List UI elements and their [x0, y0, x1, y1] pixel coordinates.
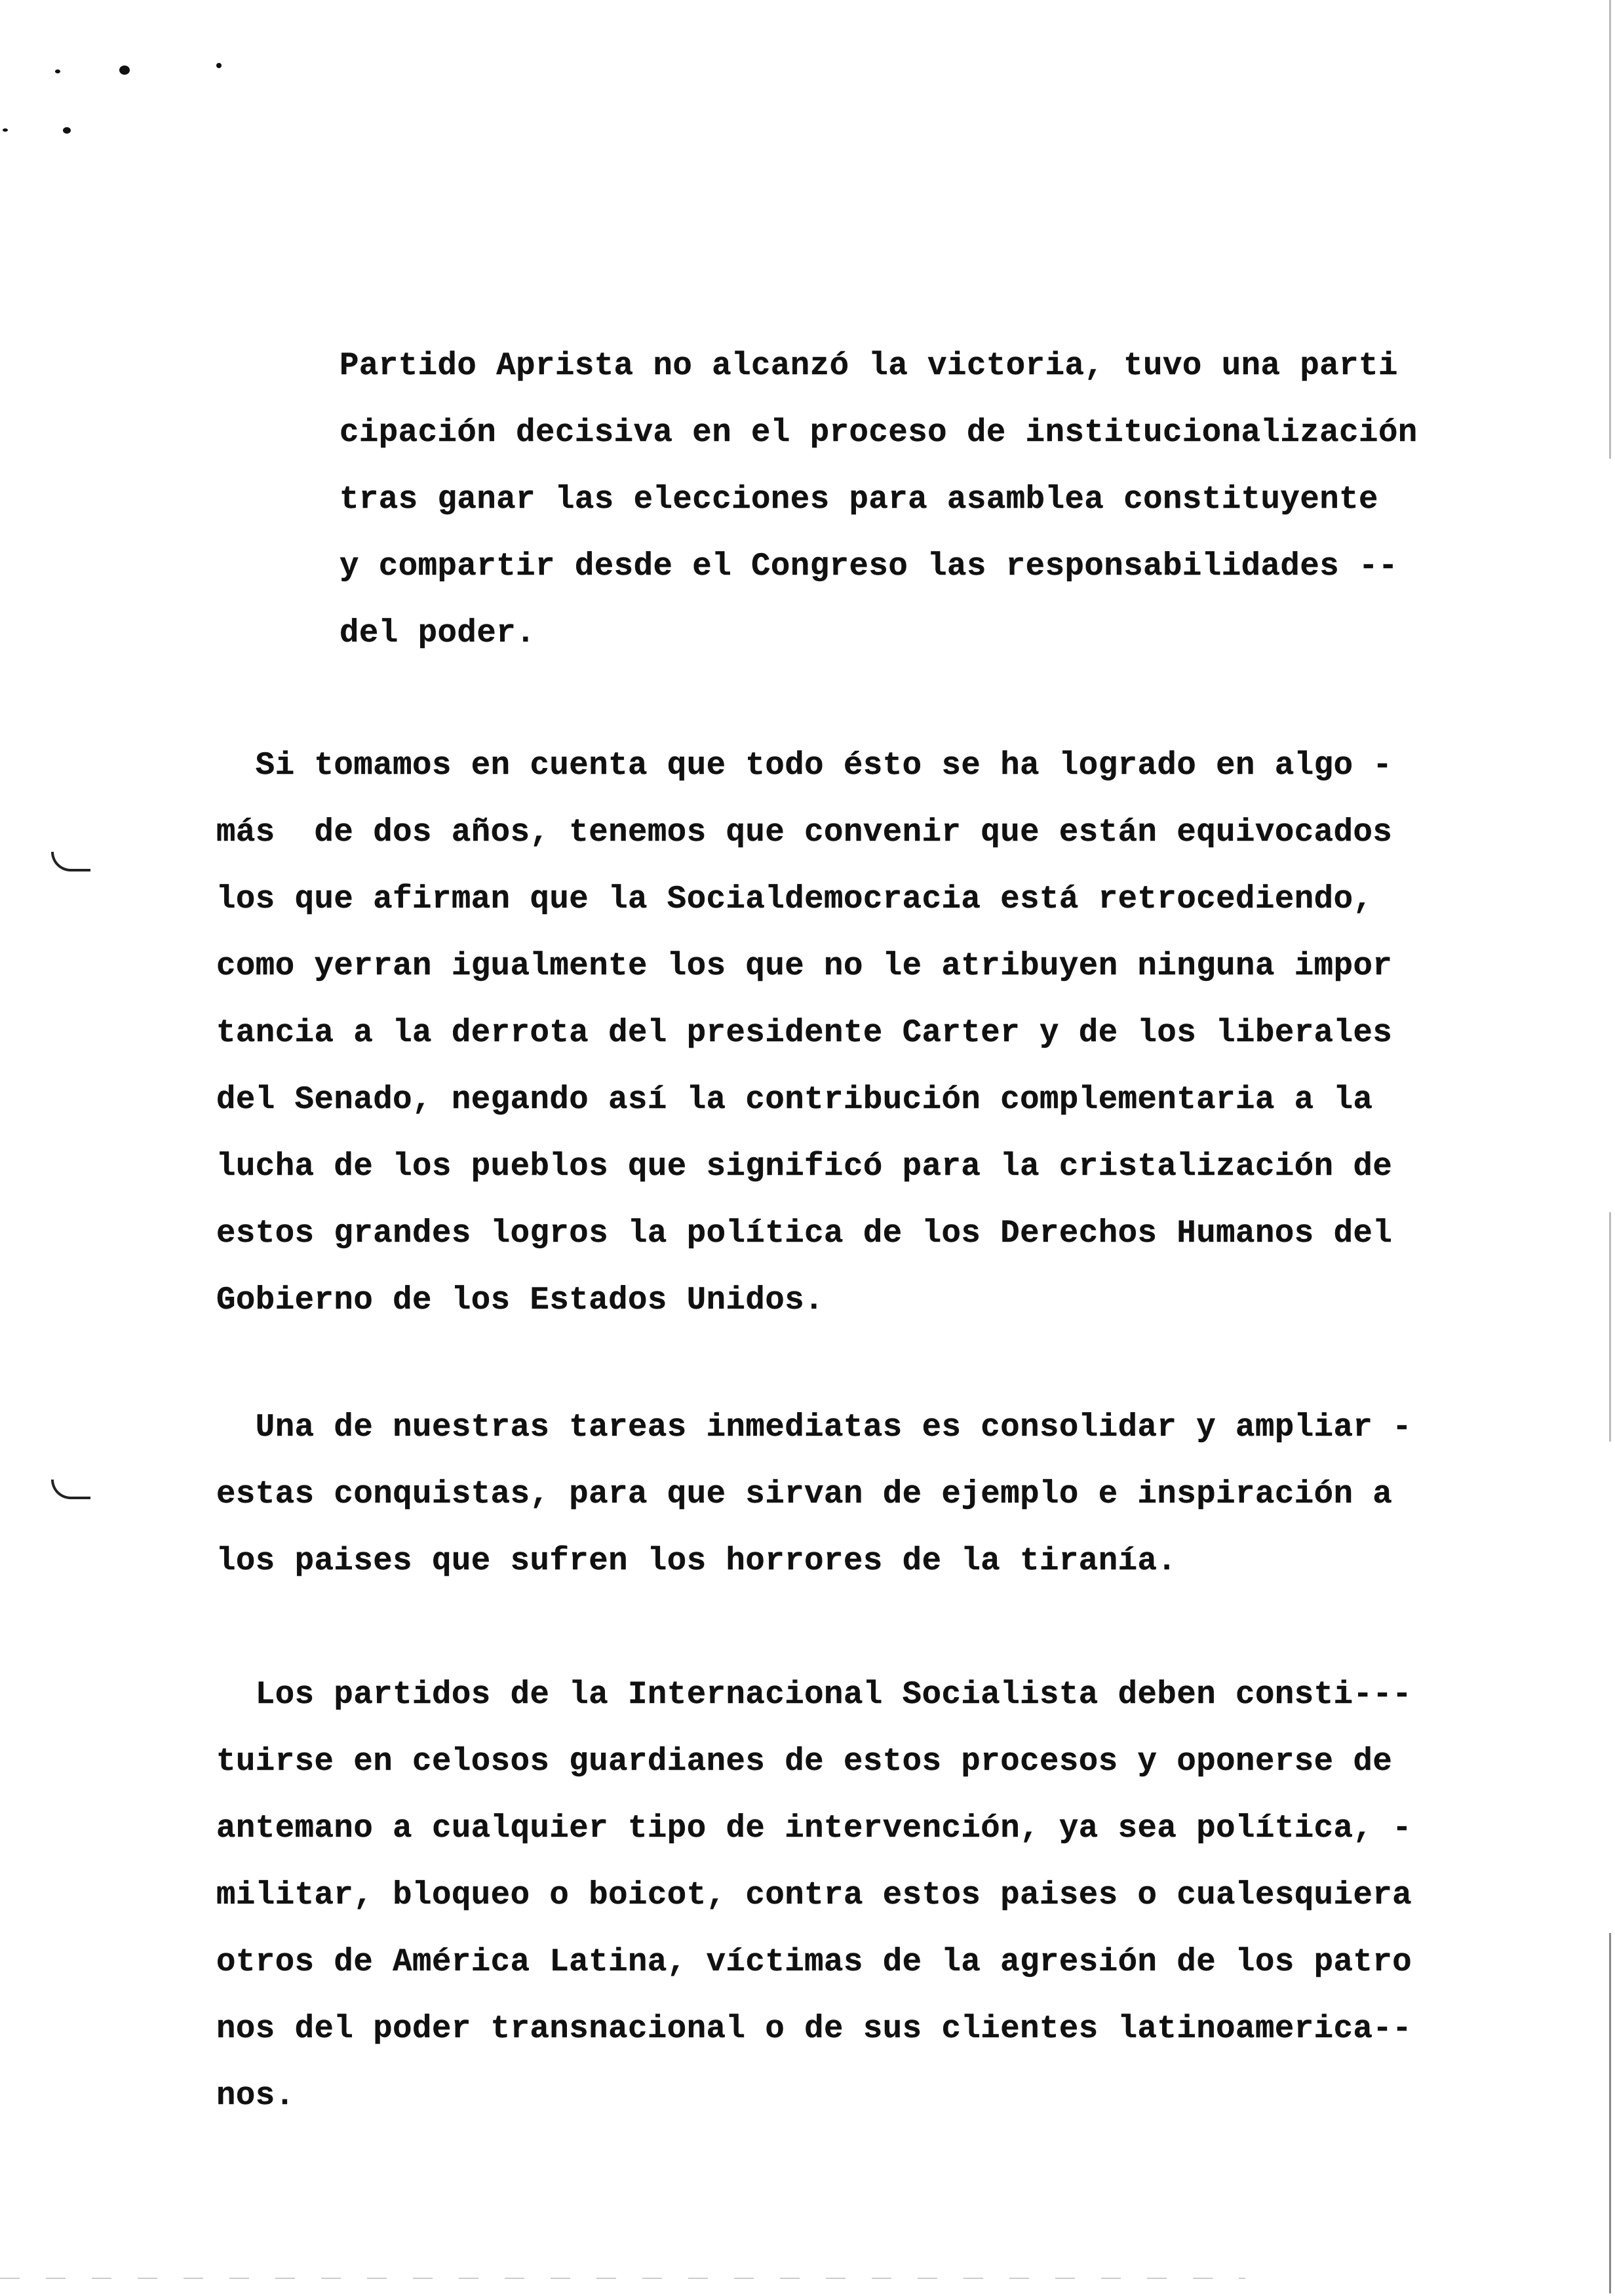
- text-line: estos grandes logros la política de los Derechos Humanos del: [216, 1215, 1393, 1252]
- text-line: cipación decisiva en el proceso de institucionalización: [340, 414, 1418, 451]
- text-line: tuirse en celosos guardianes de estos procesos y oponerse de: [216, 1743, 1393, 1780]
- scan-edge: [1609, 1933, 1611, 2293]
- text-line: Gobierno de los Estados Unidos.: [216, 1282, 825, 1318]
- scan-edge: [1609, 1212, 1611, 1442]
- text-line: como yerran igualmente los que no le atribuyen ninguna impor: [216, 947, 1393, 984]
- text-line: los que afirman que la Socialdemocracia está retrocediendo,: [216, 881, 1373, 917]
- text-line: tras ganar las elecciones para asamblea constituyente: [340, 481, 1378, 518]
- text-line: antemano a cualquier tipo de intervención, ya sea política, -: [216, 1810, 1412, 1846]
- scan-edge: [0, 2278, 1245, 2279]
- scan-speck: [216, 63, 222, 68]
- text-line: del poder.: [340, 615, 536, 651]
- text-line: Una de nuestras tareas inmediatas es consolidar y ampliar -: [216, 1409, 1412, 1445]
- margin-mark: [51, 852, 90, 871]
- text-line: los paises que sufren los horrores de la tiranía.: [216, 1542, 1177, 1579]
- scan-edge: [1609, 0, 1611, 459]
- margin-mark: [51, 1480, 90, 1499]
- scan-speck: [119, 66, 130, 75]
- text-line: lucha de los pueblos que significó para la cristalización de: [216, 1148, 1393, 1185]
- text-line: nos.: [216, 2077, 295, 2114]
- text-line: otros de América Latina, víctimas de la agresión de los patro: [216, 1943, 1412, 1980]
- text-line: nos del poder transnacional o de sus clientes latinoamerica--: [216, 2010, 1412, 2047]
- text-line: tancia a la derrota del presidente Carter y de los liberales: [216, 1014, 1393, 1051]
- text-line: Partido Aprista no alcanzó la victoria, tuvo una parti: [340, 347, 1398, 384]
- text-line: Los partidos de la Internacional Socialista deben consti---: [216, 1676, 1412, 1713]
- text-line: militar, bloqueo o boicot, contra estos paises o cualesquiera: [216, 1877, 1412, 1913]
- scan-speck: [63, 127, 71, 134]
- scan-speck: [3, 128, 8, 132]
- text-line: estas conquistas, para que sirvan de ejemplo e inspiración a: [216, 1476, 1393, 1512]
- text-line: del Senado, negando así la contribución complementaria a la: [216, 1081, 1373, 1118]
- text-line: más de dos años, tenemos que convenir que están equivocados: [216, 814, 1393, 851]
- text-line: y compartir desde el Congreso las responsabilidades --: [340, 548, 1398, 584]
- scan-speck: [55, 69, 60, 73]
- text-line: Si tomamos en cuenta que todo ésto se ha logrado en algo -: [216, 747, 1393, 784]
